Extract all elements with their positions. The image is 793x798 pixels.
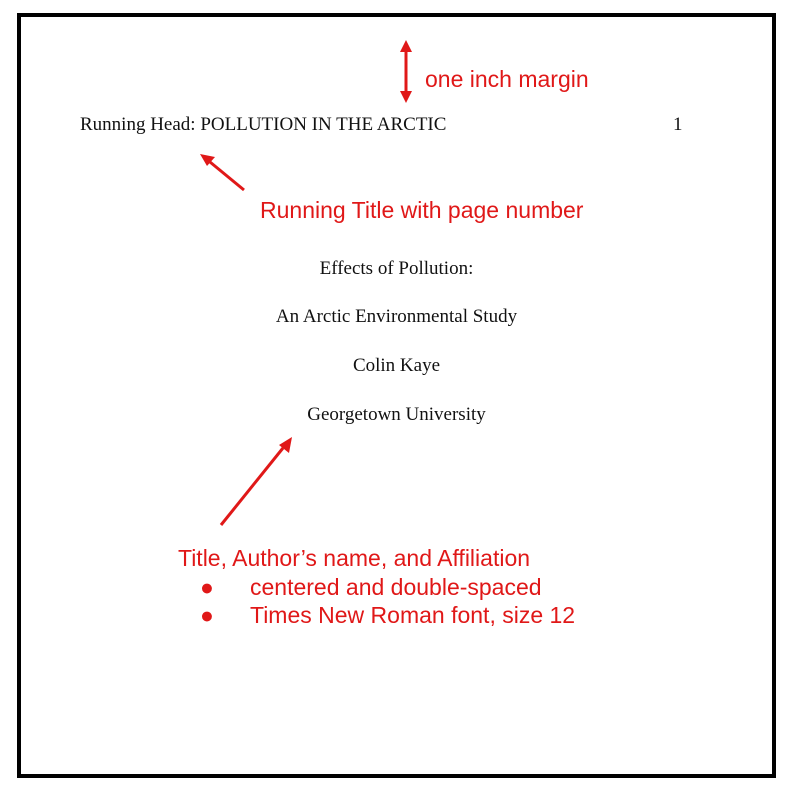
page-number: 1: [673, 114, 683, 135]
running-head: Running Head: POLLUTION IN THE ARCTIC: [80, 114, 447, 135]
bullet-icon: ●: [200, 602, 214, 628]
title-block-annotation: Title, Author’s name, and Affiliation: [178, 545, 531, 571]
bullet-icon: ●: [200, 574, 214, 600]
title-line-1: Effects of Pollution:: [319, 258, 474, 279]
title-line-2: An Arctic Environmental Study: [275, 306, 518, 327]
bullet-text: centered and double-spaced: [250, 574, 542, 600]
affiliation: Georgetown University: [307, 404, 486, 425]
running-title-annotation: Running Title with page number: [260, 197, 584, 223]
author-name: Colin Kaye: [352, 355, 441, 376]
bullet-text: Times New Roman font, size 12: [250, 602, 576, 628]
margin-annotation: one inch margin: [425, 66, 589, 92]
